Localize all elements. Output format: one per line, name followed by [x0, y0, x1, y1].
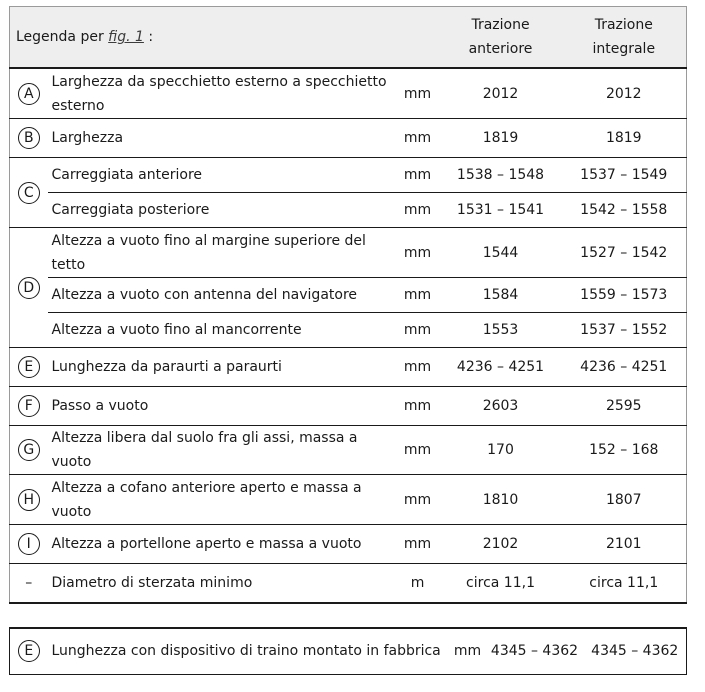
table-row	[10, 119, 687, 158]
row-unit: mm	[396, 193, 440, 228]
letter-badge: B	[18, 127, 40, 149]
letter-badge: H	[18, 489, 40, 511]
row-unit: mm	[396, 426, 440, 475]
table-row	[10, 68, 687, 119]
value-front: 1819	[440, 119, 562, 158]
value-front: circa 11,1	[440, 564, 562, 604]
letter-badge: E	[18, 356, 40, 378]
value-awd: 1537 – 1552	[562, 313, 687, 348]
towing-table	[9, 627, 687, 675]
value-front: 1531 – 1541	[440, 193, 562, 228]
row-description: Carreggiata anteriore	[48, 158, 396, 193]
row-unit: mm	[396, 228, 440, 278]
dimensions-table	[9, 6, 687, 604]
value-front: 4236 – 4251	[440, 348, 562, 387]
table-row	[10, 193, 687, 228]
table-row	[10, 278, 687, 313]
row-description: Larghezza da specchietto esterno a specchietto esterno	[51, 73, 387, 114]
value-awd: 2595	[562, 387, 687, 426]
table-row	[10, 564, 687, 604]
value-front: 1584	[440, 278, 562, 313]
value-awd: 4345 – 4362	[591, 643, 679, 660]
table-row	[10, 628, 687, 674]
row-description: Lunghezza da paraurti a paraurti	[48, 348, 396, 387]
value-awd: 2101	[562, 525, 687, 564]
col-awd-header: Trazione integrale	[562, 7, 687, 69]
value-awd: 2012	[605, 85, 642, 102]
row-description: Altezza a vuoto fino al mancorrente	[48, 313, 396, 348]
value-front: 1553	[440, 313, 562, 348]
row-description: Diametro di sterzata minimo	[48, 564, 396, 604]
value-awd: 4236 – 4251	[562, 348, 687, 387]
legend-suffix: :	[148, 29, 154, 45]
value-awd: 1807	[562, 475, 687, 525]
value-awd: circa 11,1	[562, 564, 687, 604]
row-unit: mm	[396, 313, 440, 348]
legend-cell	[10, 7, 440, 69]
row-unit: mm	[396, 158, 440, 193]
figure-link[interactable]: fig. 1	[108, 29, 144, 45]
table-row	[10, 313, 687, 348]
row-description: Passo a vuoto	[48, 387, 396, 426]
value-front: 2603	[440, 387, 562, 426]
row-unit: mm	[403, 85, 432, 102]
table-row	[10, 426, 687, 475]
value-front: 4345 – 4362	[490, 643, 579, 660]
value-front: 1544	[440, 228, 562, 278]
value-front: 2102	[440, 525, 562, 564]
table-row	[10, 348, 687, 387]
letter-badge: I	[18, 533, 40, 555]
letter-badge: C	[18, 182, 40, 204]
legend-prefix: Legenda per	[16, 29, 104, 45]
row-unit: m	[396, 564, 440, 604]
letter-badge: G	[18, 439, 40, 461]
row-unit: mm	[396, 119, 440, 158]
row-unit: mm	[396, 475, 440, 525]
value-awd: 1527 – 1542	[562, 228, 687, 278]
value-awd: 1537 – 1549	[562, 158, 687, 193]
row-description: Altezza libera dal suolo fra gli assi, massa a vuoto	[48, 426, 396, 475]
table-row	[10, 475, 687, 525]
value-front: 170	[440, 426, 562, 475]
table-row	[10, 525, 687, 564]
letter-badge: F	[18, 395, 40, 417]
value-awd: 152 – 168	[562, 426, 687, 475]
row-description: Altezza a vuoto fino al margine superiore del tetto	[48, 228, 396, 278]
row-description: Carreggiata posteriore	[48, 193, 396, 228]
value-awd: 1542 – 1558	[562, 193, 687, 228]
table-row	[10, 158, 687, 193]
row-description: Altezza a vuoto con antenna del navigatore	[48, 278, 396, 313]
row-unit: mm	[396, 525, 440, 564]
row-unit: mm	[396, 278, 440, 313]
table-row	[10, 387, 687, 426]
value-awd: 1819	[562, 119, 687, 158]
table-header	[10, 7, 687, 69]
letter-badge: E	[18, 640, 40, 662]
row-unit: mm	[396, 387, 440, 426]
row-description: Altezza a portellone aperto e massa a vuoto	[48, 525, 396, 564]
value-front: 1810	[440, 475, 562, 525]
row-description: Larghezza	[48, 119, 396, 158]
row-unit: mm	[396, 348, 440, 387]
letter-badge: A	[18, 83, 40, 105]
row-unit: mm	[453, 643, 482, 660]
row-description: Altezza a cofano anteriore aperto e massa a vuoto	[48, 475, 396, 525]
col-front-header: Trazione anteriore	[440, 7, 562, 69]
value-front: 2012	[482, 85, 519, 102]
row-marker: –	[25, 575, 33, 591]
letter-badge: D	[18, 277, 40, 299]
value-awd: 1559 – 1573	[562, 278, 687, 313]
row-description: Lunghezza con dispositivo di traino montato in fabbrica	[51, 643, 441, 660]
table-row	[10, 228, 687, 278]
value-front: 1538 – 1548	[440, 158, 562, 193]
